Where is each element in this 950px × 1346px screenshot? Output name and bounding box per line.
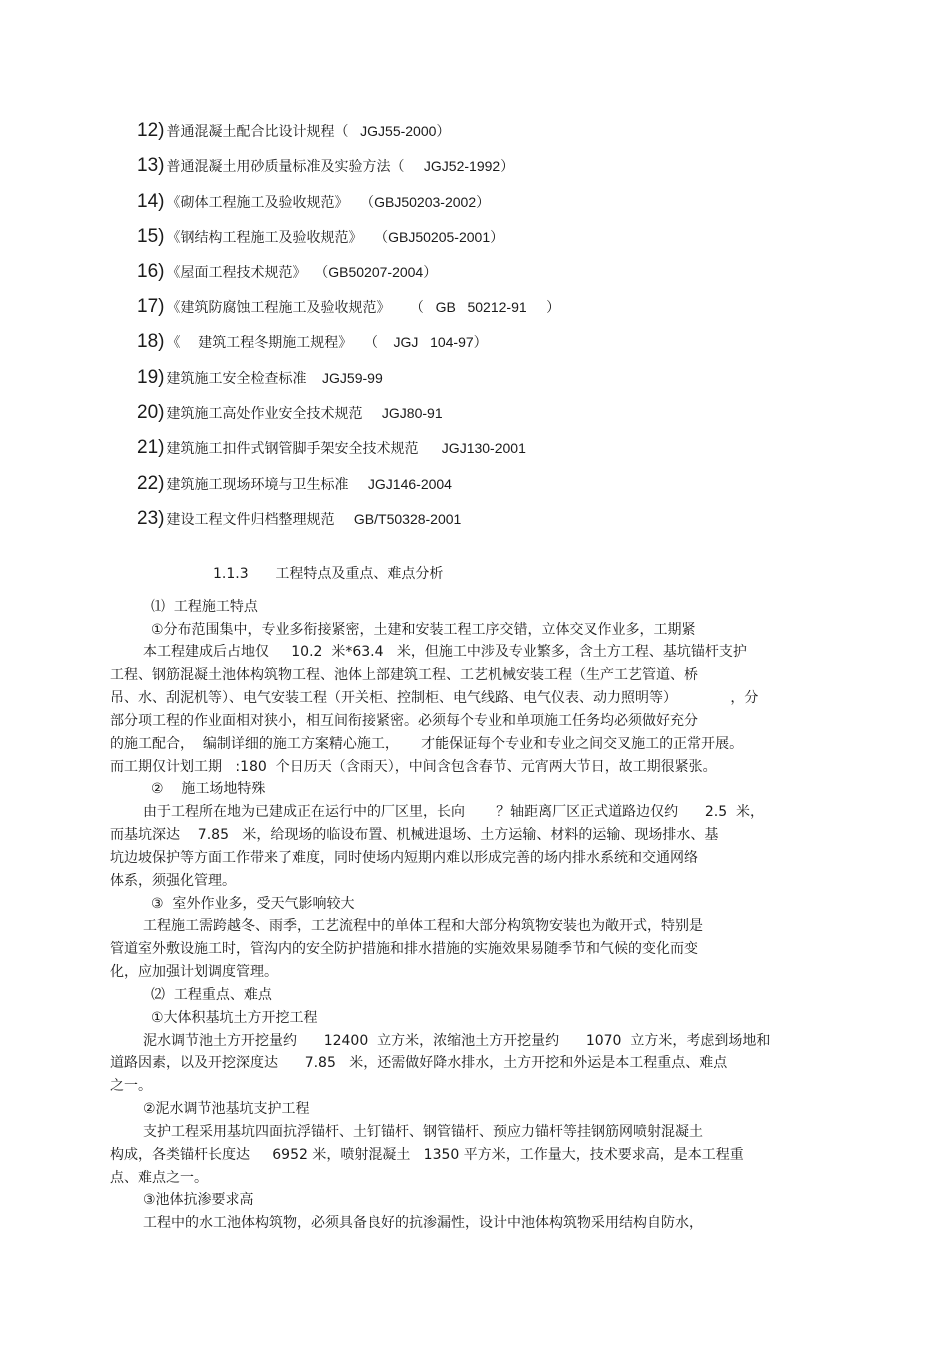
reference-item (137, 474, 452, 495)
reference-title: 建设工程文件归档整理规范 (166, 512, 335, 528)
reference-code: （ JGJ 104-97） (352, 334, 488, 350)
reference-number: 19) (137, 367, 165, 388)
reference-code: （GBJ50205-2001） (362, 229, 505, 245)
reference-title: 普通混凝土用砂质量标准及实验方法（ (166, 159, 405, 175)
reference-code: JGJ80-91 (362, 405, 443, 421)
reference-item (137, 297, 560, 318)
paragraph-line: 吊、水、刮泥机等）、电气安装工程（开关柜、控制柜、电气线路、电气仪表、动力照明等） ，分 (110, 690, 759, 706)
subsection-title: ③池体抗渗要求高 (143, 1192, 254, 1208)
paragraph-line: 体系，须强化管理。 (110, 873, 236, 889)
reference-title: 建筑施工安全检查标准 (166, 371, 307, 387)
paragraph-line: 工程施工需跨越冬、雨季，工艺流程中的单体工程和大部分构筑物安装也为敞开式，特别是 (143, 918, 703, 934)
paragraph-line: 构成，各类锚杆长度达 6952 米，喷射混凝土 1350 平方米，工作量大，技术要求高，是本工程重 (110, 1147, 744, 1163)
subsection-title: ② 施工场地特殊 (151, 781, 266, 797)
reference-code: GB/T50328-2001 (334, 511, 462, 527)
reference-item (137, 438, 526, 459)
reference-number: 20) (137, 402, 165, 423)
reference-code: JGJ55-2000） (348, 123, 451, 139)
reference-number: 16) (137, 261, 165, 282)
reference-title: 普通混凝土配合比设计规程（ (166, 124, 349, 140)
paragraph-line: 的施工配合， 编制详细的施工方案精心施工， 才能保证每个专业和专业之间交叉施工的正常开展。 (110, 736, 744, 752)
reference-code: （ GB 50212-91 ） (390, 299, 561, 315)
reference-number: 18) (137, 331, 165, 352)
reference-title: 《建筑防腐蚀工程施工及验收规范》 (166, 300, 391, 316)
reference-code: （GBJ50203-2002） (348, 194, 491, 210)
reference-item (137, 509, 461, 530)
paragraph-line: 部分项工程的作业面相对狭小，相互间衔接紧密。必须每个专业和单项施工任务均必须做好充分 (110, 713, 698, 729)
subsection-title: ③ 室外作业多，受天气影响较大 (151, 896, 355, 912)
reference-item (137, 368, 383, 389)
reference-title: 《钢结构工程施工及验收规范》 (166, 230, 363, 246)
reference-number: 17) (137, 296, 165, 317)
reference-title: 《砌体工程施工及验收规范》 (166, 195, 349, 211)
reference-number: 15) (137, 226, 165, 247)
subsection-title: ⑴ 工程施工特点 (151, 599, 258, 615)
paragraph-line: 支护工程采用基坑四面抗浮锚杆、土钉锚杆、钢管锚杆、预应力锚杆等挂钢筋网喷射混凝土 (143, 1124, 703, 1140)
paragraph-line: 本工程建成后占地仅 10.2 米*63.4 米，但施工中涉及专业繁多，含土方工程、基坑锚杆支护 (143, 644, 747, 660)
paragraph-line: 道路因素，以及开挖深度达 7.85 米，还需做好降水排水，土方开挖和外运是本工程重点、难点 (110, 1055, 728, 1071)
reference-item (137, 192, 490, 213)
paragraph-line: 泥水调节池土方开挖量约 12400 立方米，浓缩池土方开挖量约 1070 立方米，考虑到场地和 (143, 1033, 771, 1049)
paragraph-line: 工程、钢筋混凝土池体构筑物工程、池体上部建筑工程、工艺机械安装工程（生产工艺管道、桥 (110, 667, 698, 683)
reference-item (137, 332, 488, 353)
reference-code: JGJ146-2004 (348, 476, 452, 492)
paragraph-line: 管道室外敷设施工时，管沟内的安全防护措施和排水措施的实施效果易随季节和气候的变化而变 (110, 941, 698, 957)
reference-item (137, 121, 450, 142)
paragraph-line: 之一。 (110, 1078, 152, 1094)
section-heading: 1.1.3 工程特点及重点、难点分析 (213, 566, 444, 582)
reference-number: 21) (137, 437, 165, 458)
reference-item (137, 262, 437, 283)
reference-title: 建筑施工现场环境与卫生标准 (166, 477, 349, 493)
paragraph-line: 而基坑深达 7.85 米，给现场的临设布置、机械进退场、土方运输、材料的运输、现场排水、基 (110, 827, 719, 843)
subsection-title: ①大体积基坑土方开挖工程 (151, 1010, 318, 1026)
reference-code: （GB50207-2004） (306, 264, 438, 280)
paragraph-line: 点、难点之一。 (110, 1170, 208, 1186)
reference-title: 建筑施工扣件式钢管脚手架安全技术规范 (166, 441, 419, 457)
paragraph-line: ①分布范围集中，专业多衔接紧密，土建和安装工程工序交错，立体交叉作业多，工期紧 (151, 622, 696, 638)
reference-item (137, 403, 443, 424)
reference-number: 14) (137, 191, 165, 212)
reference-title: 建筑施工高处作业安全技术规范 (166, 406, 363, 422)
paragraph-line: 坑边坡保护等方面工作带来了难度，同时使场内短期内难以形成完善的场内排水系统和交通网络 (110, 850, 698, 866)
paragraph-line: 化，应加强计划调度管理。 (110, 964, 278, 980)
reference-number: 22) (137, 473, 165, 494)
reference-number: 23) (137, 508, 165, 529)
paragraph-line: 而工期仅计划工期 :180 个日历天（含雨天），中间含包含春节、元宵两大节日，故工期很紧张。 (110, 759, 717, 775)
reference-code: JGJ130-2001 (418, 440, 526, 456)
reference-number: 13) (137, 155, 165, 176)
reference-title: 《 建筑工程冬期施工规程》 (166, 335, 353, 351)
subsection-title: ②泥水调节池基坑支护工程 (143, 1101, 310, 1117)
reference-code: JGJ59-99 (306, 370, 383, 386)
reference-number: 12) (137, 120, 165, 141)
reference-code: JGJ52-1992） (404, 158, 515, 174)
reference-title: 《屋面工程技术规范》 (166, 265, 307, 281)
reference-item (137, 227, 504, 248)
reference-item (137, 156, 514, 177)
subsection-title: ⑵ 工程重点、难点 (151, 987, 272, 1003)
paragraph-line: 工程中的水工池体构筑物，必须具备良好的抗渗漏性，设计中池体构筑物采用结构自防水， (143, 1215, 703, 1231)
paragraph-line: 由于工程所在地为已建成正在运行中的厂区里，长向 ？轴距离厂区正式道路边仅约 2.5 米， (143, 804, 765, 820)
